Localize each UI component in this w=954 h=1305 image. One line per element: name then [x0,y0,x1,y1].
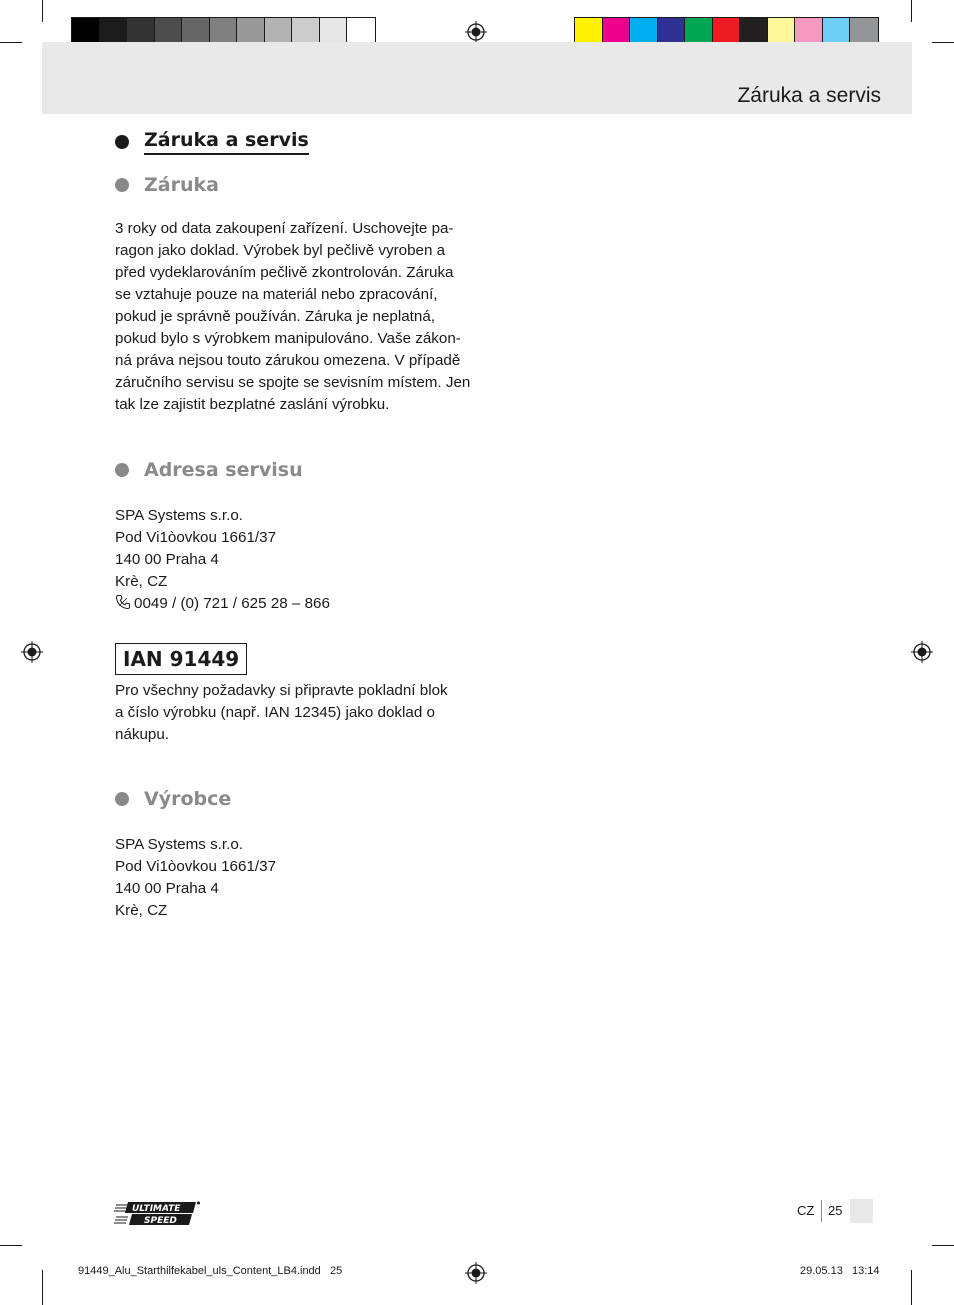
bullet-icon [115,792,129,806]
bullet-icon [115,178,129,192]
manufacturer-heading [115,788,231,810]
bullet-icon [115,463,129,477]
manufacturer-heading-text: Výrobce [144,788,232,810]
text-line: před vydeklarováním pečlivě zkontrolován. Záruka [115,264,454,281]
crop-mark [911,1270,912,1305]
footer-tab [850,1199,873,1223]
page-number: 25 [828,1203,843,1218]
main-heading [115,129,309,155]
text-line: a číslo výrobku (např. IAN 12345) jako doklad o [115,704,435,721]
text-line: Pro všechny požadavky si připravte pokladní blok [115,682,448,699]
text-line: Pod Vi1òovkou 1661/37 [115,529,277,546]
phone-line [115,593,470,615]
bullet-icon [115,135,129,149]
text-line: Pod Vi1òovkou 1661/37 [115,858,277,875]
text-line: pokud bylo s výrobkem manipulováno. Vaše zákon- [115,330,461,347]
text-line: SPA Systems s.r.o. [115,836,244,853]
text-line: Krè, CZ [115,902,168,919]
text-line: 140 00 Praha 4 [115,880,219,897]
text-line: ná práva nejsou touto zárukou omezena. V případě [115,352,461,369]
registration-mark-icon [21,641,43,663]
crop-mark [932,42,954,43]
crop-mark [911,0,912,22]
crop-mark [932,1245,954,1246]
registration-mark-icon [465,1262,487,1284]
registration-mark-icon [911,641,933,663]
service-address-text [115,505,470,615]
text-line: tak lze zajistit bezplatné zaslání výrobku. [115,396,390,413]
main-heading-text: Záruka a servis [144,129,309,155]
logo-line2: SPEED [144,1216,177,1226]
manufacturer-text [115,834,470,922]
crop-mark [42,0,43,22]
ultimate-speed-logo [114,1199,202,1229]
warranty-heading-text: Záruka [144,174,219,196]
ian-box: IAN 91449 [115,643,247,675]
page-title: Záruka a servis [737,84,881,107]
text-line: nákupu. [115,726,170,743]
text-line: pokud je správně používán. Záruka je neplatná, [115,308,435,325]
text-line: 140 00 Praha 4 [115,551,219,568]
crop-mark [42,1270,43,1305]
text-line: Krè, CZ [115,573,168,590]
text-line: 3 roky od data zakoupení zařízení. Uschovejte pa- [115,220,454,237]
service-address-heading-text: Adresa servisu [144,459,303,481]
text-line: ragon jako doklad. Výrobek byl pečlivě vyroben a [115,242,446,259]
warranty-text [115,218,470,416]
registration-mark-icon [465,21,487,43]
text-line: záručního servisu se spojte se sevisním místem. Jen [115,374,471,391]
text-line: SPA Systems s.r.o. [115,507,244,524]
footer-language: CZ [797,1203,815,1218]
slug-date: 29.05.13 13:14 [800,1265,880,1277]
service-address-heading [115,459,303,481]
slug-filename: 91449_Alu_Starthilfekabel_uls_Content_LB4.indd 25 [78,1265,343,1277]
ian-text [115,680,470,746]
crop-mark [0,1245,22,1246]
phone-icon [115,594,131,610]
phone-number: 0049 / (0) 721 / 625 28 – 866 [134,595,330,612]
text-line: se vztahuje pouze na materiál nebo zpracování, [115,286,438,303]
warranty-heading [115,174,219,196]
crop-mark [0,42,22,43]
footer-divider [821,1200,822,1222]
logo-line1: ULTIMATE [132,1204,181,1214]
